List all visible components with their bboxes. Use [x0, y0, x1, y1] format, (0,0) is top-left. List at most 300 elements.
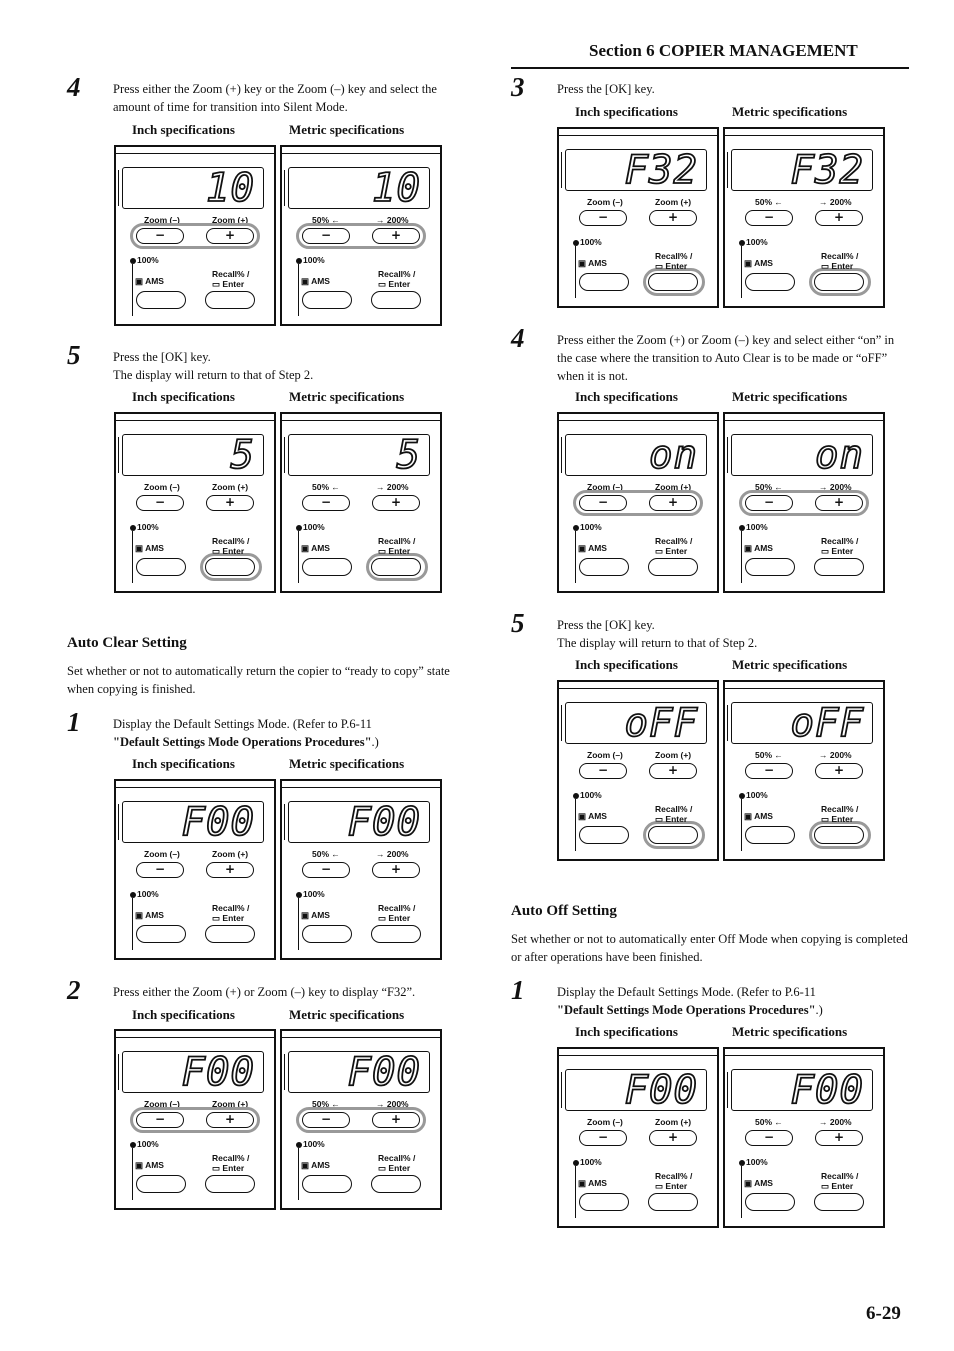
inch-spec-label: Inch specifications [132, 122, 235, 137]
ams-text: AMS [311, 543, 330, 553]
ams-label: ▣ AMS [744, 1178, 773, 1188]
enter-text: Enter [665, 814, 688, 824]
ams-label: ▣ AMS [301, 1160, 330, 1170]
zoom-200-label: → 200% [376, 1099, 409, 1109]
display-edge [561, 152, 565, 188]
panel-top-line [725, 1055, 883, 1056]
recall-enter-label: Recall% / ▭ Enter [821, 536, 859, 556]
lcd-display [565, 149, 707, 191]
display-edge [561, 705, 565, 741]
enter-button[interactable] [648, 1193, 698, 1211]
ams-text: AMS [754, 258, 773, 268]
enter-button[interactable] [814, 1193, 864, 1211]
enter-text: Enter [831, 546, 854, 556]
metric-spec-label: Metric specifications [289, 389, 405, 404]
step-text [113, 715, 473, 751]
enter-button[interactable] [205, 291, 255, 309]
indicator-led-icon [130, 1142, 136, 1148]
enter-text: Enter [222, 546, 245, 556]
inch-spec-label: Inch specifications [575, 657, 678, 672]
step-text-main: Display the Default Settings Mode. (Refer to P.6-11 [557, 985, 816, 999]
display-edge [118, 1054, 122, 1090]
section-header: Section 6 COPIER MANAGEMENT [589, 41, 858, 60]
zoom-200-label: → 200% [819, 197, 852, 207]
panel-top-line [282, 153, 440, 154]
recall-enter-label: Recall% / ▭ Enter [821, 804, 859, 824]
enter-button[interactable] [648, 273, 698, 291]
inch-spec-label: Inch specifications [132, 756, 235, 771]
ams-text: AMS [588, 543, 607, 553]
zoom-minus-button[interactable]: − [579, 1130, 627, 1146]
ams-label: ▣ AMS [135, 910, 164, 920]
metric-spec-label: Metric specifications [732, 657, 848, 672]
panel-top-line [725, 135, 883, 136]
lcd-digits: 5 [396, 433, 421, 478]
zoom-minus-button[interactable]: − [579, 763, 627, 779]
enter-text: Enter [665, 1181, 688, 1191]
step-text-reference: "Default Settings Mode Operations Procedures" [113, 735, 372, 749]
indicator-100-label: 100% [580, 790, 602, 800]
display-edge [561, 437, 565, 473]
step-text-tail: .) [815, 1003, 823, 1017]
recall-text: Recall% / [212, 269, 250, 279]
ams-button[interactable] [745, 273, 795, 291]
zoom-minus-button[interactable]: − [302, 495, 350, 511]
display-edge [118, 437, 122, 473]
panel-top-line [282, 1037, 440, 1038]
indicator-line [298, 264, 299, 316]
lcd-display [288, 1051, 430, 1093]
enter-button[interactable] [371, 925, 421, 943]
indicator-100-label: 100% [303, 522, 325, 532]
ams-text: AMS [311, 910, 330, 920]
panel-top-line [559, 1055, 717, 1056]
zoom-minus-button[interactable]: − [302, 862, 350, 878]
panel-top-line [559, 135, 717, 136]
ams-text: AMS [311, 1160, 330, 1170]
zoom-minus-label: Zoom (–) [144, 1099, 180, 1109]
ams-button[interactable] [302, 558, 352, 576]
step-text: The display will return to that of Step 2. [557, 636, 758, 650]
lcd-display [122, 801, 264, 843]
indicator-line [132, 264, 133, 316]
zoom-200-label: → 200% [819, 750, 852, 760]
lcd-digits: F00 [347, 800, 421, 845]
ams-text: AMS [588, 811, 607, 821]
indicator-100-label: 100% [746, 237, 768, 247]
control-panel-inch [557, 412, 719, 593]
zoom-plus-label: Zoom (+) [655, 750, 692, 760]
recall-enter-label: Recall% / ▭ Enter [821, 1171, 859, 1191]
step-text: Press the [OK] key. [113, 350, 211, 364]
ams-button[interactable] [136, 558, 186, 576]
zoom-minus-button[interactable]: − [579, 210, 627, 226]
lcd-digits: F00 [181, 800, 255, 845]
display-edge [284, 170, 288, 206]
metric-spec-label: Metric specifications [289, 1007, 405, 1022]
step-text: Press the [OK] key. [557, 618, 655, 632]
zoom-50-label: 50% ← [755, 750, 783, 760]
recall-enter-label: Recall% / ▭ Enter [378, 1153, 416, 1173]
enter-button[interactable] [371, 1175, 421, 1193]
recall-text: Recall% / [378, 903, 416, 913]
indicator-line [298, 1148, 299, 1200]
zoom-plus-button[interactable]: + [372, 862, 420, 878]
recall-enter-label: Recall% / ▭ Enter [655, 804, 693, 824]
step-text: Press either the Zoom (+) or Zoom (–) key to display “F32”. [113, 985, 416, 999]
ams-label: ▣ AMS [301, 910, 330, 920]
step-text-tail: .) [371, 735, 379, 749]
zoom-minus-button[interactable]: − [136, 1112, 184, 1128]
page-number: 6-29 [866, 1303, 901, 1324]
control-panel-metric [280, 145, 442, 326]
indicator-100-label: 100% [580, 237, 602, 247]
indicator-line [132, 1148, 133, 1200]
control-panel-inch [114, 1029, 276, 1210]
zoom-plus-button[interactable]: + [206, 862, 254, 878]
indicator-led-icon [573, 1160, 579, 1166]
indicator-100-label: 100% [580, 1157, 602, 1167]
enter-text: Enter [222, 279, 245, 289]
enter-button[interactable] [205, 1175, 255, 1193]
enter-text: Enter [831, 814, 854, 824]
inch-spec-label: Inch specifications [575, 104, 678, 119]
display-edge [727, 152, 731, 188]
display-edge [284, 437, 288, 473]
indicator-100-label: 100% [580, 522, 602, 532]
indicator-line [575, 1166, 576, 1218]
enter-text: Enter [388, 546, 411, 556]
enter-button[interactable] [648, 558, 698, 576]
indicator-led-icon [130, 525, 136, 531]
indicator-led-icon [296, 892, 302, 898]
indicator-line [741, 246, 742, 298]
enter-button[interactable] [814, 826, 864, 844]
display-edge [727, 437, 731, 473]
recall-text: Recall% / [821, 251, 859, 261]
panel-top-line [559, 688, 717, 689]
ams-button[interactable] [302, 291, 352, 309]
lcd-digits: oFF [790, 701, 864, 746]
indicator-100-label: 100% [746, 790, 768, 800]
indicator-line [132, 531, 133, 583]
step-text-main: Display the Default Settings Mode. (Refer to P.6-11 [113, 717, 372, 731]
lcd-display [731, 149, 873, 191]
recall-enter-label: Recall% / ▭ Enter [378, 536, 416, 556]
recall-text: Recall% / [821, 1171, 859, 1181]
control-panel-inch [114, 779, 276, 960]
lcd-display [288, 434, 430, 476]
metric-spec-label: Metric specifications [732, 1024, 848, 1039]
indicator-led-icon [739, 1160, 745, 1166]
inch-spec-label: Inch specifications [575, 389, 678, 404]
zoom-minus-button[interactable]: − [745, 495, 793, 511]
zoom-200-label: → 200% [376, 849, 409, 859]
recall-text: Recall% / [655, 251, 693, 261]
ams-label: ▣ AMS [744, 811, 773, 821]
indicator-line [741, 799, 742, 851]
zoom-minus-button[interactable]: − [136, 228, 184, 244]
zoom-minus-button[interactable]: − [579, 495, 627, 511]
zoom-plus-button[interactable]: + [649, 495, 697, 511]
zoom-50-label: 50% ← [312, 1099, 340, 1109]
indicator-led-icon [573, 240, 579, 246]
zoom-200-label: → 200% [376, 215, 409, 225]
enter-button[interactable] [205, 925, 255, 943]
zoom-plus-button[interactable]: + [206, 495, 254, 511]
ams-label: ▣ AMS [578, 1178, 607, 1188]
zoom-minus-button[interactable]: − [745, 763, 793, 779]
indicator-line [298, 898, 299, 950]
ams-label: ▣ AMS [135, 276, 164, 286]
indicator-100-label: 100% [137, 255, 159, 265]
ams-text: AMS [145, 276, 164, 286]
zoom-minus-button[interactable]: − [745, 210, 793, 226]
zoom-plus-label: Zoom (+) [212, 215, 249, 225]
recall-enter-label: Recall% / ▭ Enter [212, 536, 250, 556]
step-number: 5 [67, 340, 81, 370]
indicator-led-icon [573, 525, 579, 531]
lcd-display [565, 1069, 707, 1111]
inch-spec-label: Inch specifications [575, 1024, 678, 1039]
enter-button[interactable] [371, 291, 421, 309]
indicator-line [575, 531, 576, 583]
step-text [557, 983, 917, 1019]
zoom-minus-button[interactable]: − [302, 1112, 350, 1128]
zoom-plus-label: Zoom (+) [212, 1099, 249, 1109]
indicator-line [575, 799, 576, 851]
ams-button[interactable] [579, 1193, 629, 1211]
recall-enter-label: Recall% / ▭ Enter [212, 903, 250, 923]
control-panel-inch [557, 127, 719, 308]
ams-label: ▣ AMS [744, 258, 773, 268]
ams-text: AMS [145, 543, 164, 553]
zoom-plus-button[interactable]: + [815, 210, 863, 226]
step-number: 1 [511, 975, 525, 1005]
ams-button[interactable] [579, 826, 629, 844]
ams-label: ▣ AMS [301, 276, 330, 286]
zoom-plus-label: Zoom (+) [212, 482, 249, 492]
indicator-100-label: 100% [746, 1157, 768, 1167]
indicator-line [575, 246, 576, 298]
zoom-plus-button[interactable]: + [815, 763, 863, 779]
indicator-led-icon [573, 793, 579, 799]
enter-text: Enter [388, 1163, 411, 1173]
ams-button[interactable] [136, 925, 186, 943]
enter-button[interactable] [814, 273, 864, 291]
indicator-100-label: 100% [303, 889, 325, 899]
zoom-plus-button[interactable]: + [206, 228, 254, 244]
enter-button[interactable] [371, 558, 421, 576]
step-number: 4 [511, 323, 525, 353]
step-text: Press either the Zoom (+) key or the Zoom (–) key and select the amount of time for transition into Silent Mode. [113, 82, 437, 114]
ams-button[interactable] [136, 291, 186, 309]
control-panel-inch [557, 1047, 719, 1228]
recall-text: Recall% / [655, 1171, 693, 1181]
lcd-display [288, 801, 430, 843]
zoom-minus-button[interactable]: − [745, 1130, 793, 1146]
lcd-display [122, 1051, 264, 1093]
indicator-led-icon [130, 258, 136, 264]
display-edge [118, 804, 122, 840]
zoom-plus-button[interactable]: + [649, 763, 697, 779]
zoom-minus-button[interactable]: − [136, 862, 184, 878]
indicator-led-icon [739, 525, 745, 531]
ams-label: ▣ AMS [135, 543, 164, 553]
lcd-display [122, 434, 264, 476]
recall-text: Recall% / [655, 804, 693, 814]
ams-button[interactable] [302, 1175, 352, 1193]
zoom-minus-label: Zoom (–) [144, 482, 180, 492]
enter-text: Enter [388, 913, 411, 923]
recall-text: Recall% / [821, 804, 859, 814]
panel-top-line [725, 688, 883, 689]
control-panel-metric [280, 412, 442, 593]
recall-enter-label: Recall% / ▭ Enter [655, 251, 693, 271]
indicator-100-label: 100% [137, 889, 159, 899]
zoom-plus-button[interactable]: + [815, 495, 863, 511]
lcd-digits: F00 [181, 1050, 255, 1095]
display-edge [118, 170, 122, 206]
step-number: 1 [67, 707, 81, 737]
panel-top-line [116, 153, 274, 154]
zoom-minus-label: Zoom (–) [587, 197, 623, 207]
enter-button[interactable] [814, 558, 864, 576]
zoom-plus-button[interactable]: + [649, 1130, 697, 1146]
ams-button[interactable] [136, 1175, 186, 1193]
ams-label: ▣ AMS [744, 543, 773, 553]
control-panel-metric [723, 412, 885, 593]
enter-button[interactable] [205, 558, 255, 576]
enter-text: Enter [665, 546, 688, 556]
zoom-plus-button[interactable]: + [372, 228, 420, 244]
indicator-led-icon [296, 525, 302, 531]
ams-button[interactable] [745, 558, 795, 576]
zoom-200-label: → 200% [819, 1117, 852, 1127]
ams-text: AMS [754, 543, 773, 553]
control-panel-metric [723, 1047, 885, 1228]
recall-enter-label: Recall% / ▭ Enter [212, 1153, 250, 1173]
indicator-led-icon [739, 793, 745, 799]
indicator-led-icon [130, 892, 136, 898]
control-panel-metric [280, 1029, 442, 1210]
zoom-minus-button[interactable]: − [302, 228, 350, 244]
indicator-line [132, 898, 133, 950]
ams-button[interactable] [302, 925, 352, 943]
panel-top-line [116, 420, 274, 421]
metric-spec-label: Metric specifications [732, 104, 848, 119]
ams-text: AMS [311, 276, 330, 286]
indicator-100-label: 100% [746, 522, 768, 532]
indicator-100-label: 100% [137, 522, 159, 532]
control-panel-metric [280, 779, 442, 960]
enter-text: Enter [831, 1181, 854, 1191]
ams-text: AMS [588, 258, 607, 268]
ams-button[interactable] [745, 1193, 795, 1211]
indicator-led-icon [739, 240, 745, 246]
step-number: 4 [67, 72, 81, 102]
enter-button[interactable] [648, 826, 698, 844]
zoom-plus-label: Zoom (+) [655, 1117, 692, 1127]
step-text-reference: "Default Settings Mode Operations Procedures" [557, 1003, 816, 1017]
recall-enter-label: Recall% / ▭ Enter [821, 251, 859, 271]
zoom-plus-button[interactable]: + [372, 495, 420, 511]
enter-text: Enter [222, 1163, 245, 1173]
display-edge [284, 1054, 288, 1090]
ams-text: AMS [754, 1178, 773, 1188]
lcd-digits: F32 [624, 148, 698, 193]
zoom-minus-label: Zoom (–) [144, 849, 180, 859]
ams-text: AMS [145, 1160, 164, 1170]
display-edge [727, 1072, 731, 1108]
ams-button[interactable] [579, 273, 629, 291]
indicator-led-icon [296, 1142, 302, 1148]
ams-button[interactable] [745, 826, 795, 844]
enter-text: Enter [222, 913, 245, 923]
lcd-digits: F00 [347, 1050, 421, 1095]
zoom-plus-button[interactable]: + [649, 210, 697, 226]
ams-label: ▣ AMS [135, 1160, 164, 1170]
recall-text: Recall% / [378, 536, 416, 546]
ams-label: ▣ AMS [301, 543, 330, 553]
ams-button[interactable] [579, 558, 629, 576]
step-number: 5 [511, 608, 525, 638]
lcd-display [731, 702, 873, 744]
section-title: Auto Clear Setting [67, 635, 187, 651]
lcd-display [122, 167, 264, 209]
recall-enter-label: Recall% / ▭ Enter [378, 903, 416, 923]
control-panel-inch [114, 145, 276, 326]
display-edge [284, 804, 288, 840]
recall-text: Recall% / [378, 269, 416, 279]
zoom-plus-label: Zoom (+) [655, 482, 692, 492]
inch-spec-label: Inch specifications [132, 1007, 235, 1022]
metric-spec-label: Metric specifications [289, 122, 405, 137]
recall-enter-label: Recall% / ▭ Enter [378, 269, 416, 289]
zoom-plus-button[interactable]: + [815, 1130, 863, 1146]
header-rule [511, 67, 909, 69]
lcd-display [565, 434, 707, 476]
zoom-minus-label: Zoom (–) [587, 482, 623, 492]
lcd-digits: 5 [230, 433, 255, 478]
lcd-display [731, 1069, 873, 1111]
zoom-plus-button[interactable]: + [206, 1112, 254, 1128]
lcd-digits: on [815, 433, 864, 478]
recall-text: Recall% / [655, 536, 693, 546]
zoom-plus-label: Zoom (+) [655, 197, 692, 207]
recall-text: Recall% / [212, 1153, 250, 1163]
control-panel-metric [723, 680, 885, 861]
indicator-led-icon [296, 258, 302, 264]
zoom-50-label: 50% ← [312, 849, 340, 859]
zoom-200-label: → 200% [819, 482, 852, 492]
step-text: Press either the Zoom (+) or Zoom (–) key and select either “on” in the case where the transition to Auto Clear is to be made or “oFF” when it is not. [557, 333, 895, 383]
lcd-display [565, 702, 707, 744]
enter-text: Enter [388, 279, 411, 289]
recall-enter-label: Recall% / ▭ Enter [655, 1171, 693, 1191]
ams-label: ▣ AMS [578, 811, 607, 821]
zoom-50-label: 50% ← [755, 1117, 783, 1127]
zoom-plus-button[interactable]: + [372, 1112, 420, 1128]
display-edge [561, 1072, 565, 1108]
lcd-digits: 10 [372, 166, 421, 211]
lcd-digits: oFF [624, 701, 698, 746]
zoom-minus-label: Zoom (–) [144, 215, 180, 225]
zoom-minus-button[interactable]: − [136, 495, 184, 511]
control-panel-inch [114, 412, 276, 593]
recall-enter-label: Recall% / ▭ Enter [212, 269, 250, 289]
panel-top-line [116, 1037, 274, 1038]
